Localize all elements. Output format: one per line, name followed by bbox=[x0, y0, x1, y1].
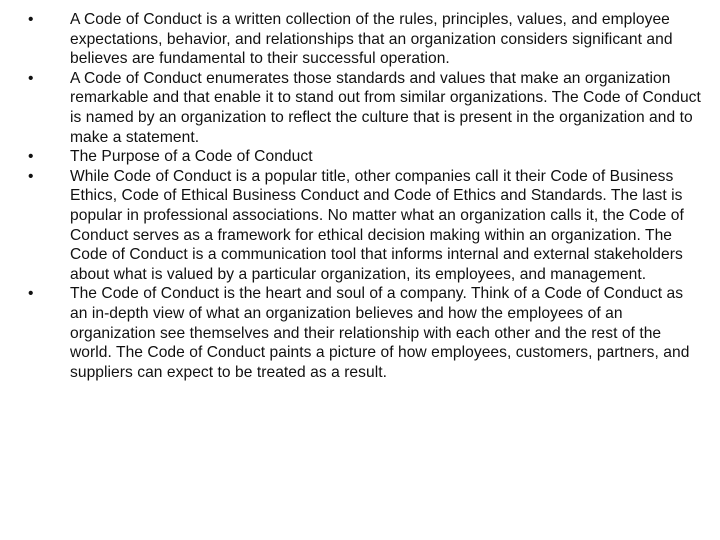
bullet-item-names-and-framework bbox=[28, 167, 704, 285]
bullet-text: The Code of Conduct is the heart and soul of a company. Think of a Code of Conduct as an in-depth view of what an organization believes and how the employees of an organization see themselves and their relationship with each other and the rest of the world. The Code of Conduct paints a picture of how employees, customers, partners, and suppliers can expect to be treated as a result. bbox=[70, 285, 690, 381]
bullet-item-purpose-heading bbox=[28, 147, 704, 167]
bullet-item-heart-and-soul bbox=[28, 284, 704, 382]
bullet-icon: • bbox=[28, 148, 34, 166]
bullet-icon: • bbox=[28, 11, 34, 28]
bullet-item-standards bbox=[28, 69, 704, 147]
bullet-text: The Purpose of a Code of Conduct bbox=[70, 148, 313, 166]
bullet-icon: • bbox=[28, 285, 34, 303]
bullet-item-definition bbox=[28, 10, 704, 69]
bullet-text: While Code of Conduct is a popular title, other companies call it their Code of Business Ethics, Code of Ethical Business Conduct and Code of Ethics and Standards. The last is popular in professional associations. No matter what an organization calls it, the Code of Conduct serves as a framework for ethical decision making within an organization. The Code of Conduct is a communication tool that informs internal and external stakeholders about what is valued by a particular organization, its employees, and management. bbox=[70, 167, 684, 283]
bullet-icon: • bbox=[28, 167, 34, 185]
bullet-list bbox=[28, 10, 704, 382]
bullet-text: A Code of Conduct enumerates those standards and values that make an organization remarkable and that enable it to stand out from similar organizations. The Code of Conduct is named by an organization to reflect the culture that is present in the organization and to make a statement. bbox=[70, 69, 701, 146]
bullet-icon: • bbox=[28, 69, 34, 87]
bullet-text: A Code of Conduct is a written collection of the rules, principles, values, and employee expectations, behavior, and relationships that an organization considers significant and believes are fundamental to their successful operation. bbox=[70, 11, 673, 68]
